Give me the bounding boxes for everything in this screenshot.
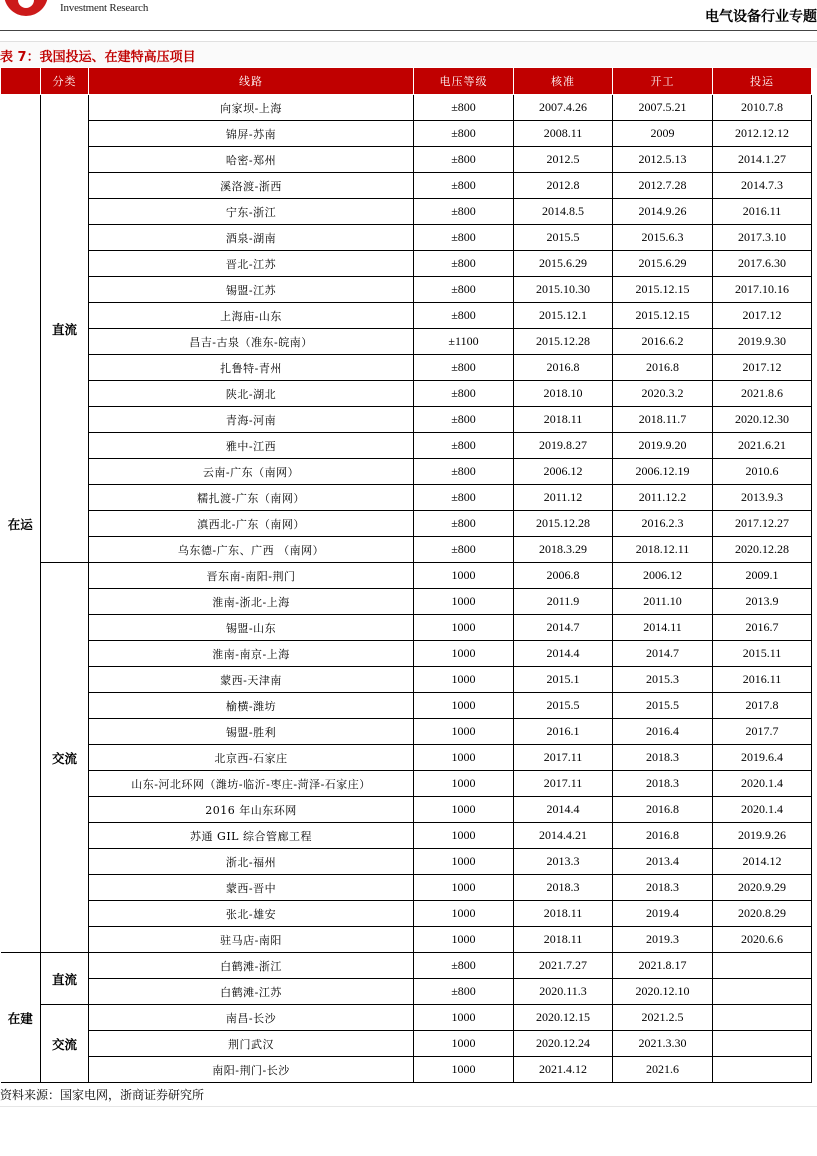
approval-date-cell: 2014.4 <box>514 797 613 823</box>
start-date-cell: 2016.8 <box>613 823 713 849</box>
start-date-cell: 2015.3 <box>613 667 713 693</box>
start-date-cell: 2015.6.3 <box>613 225 713 251</box>
route-cell: 荆门武汉 <box>89 1031 414 1057</box>
header-cell: 电压等级 <box>414 68 514 95</box>
start-date-cell: 2016.2.3 <box>613 511 713 537</box>
approval-date-cell: 2014.4.21 <box>514 823 613 849</box>
operation-date-cell: 2019.9.30 <box>713 329 812 355</box>
route-cell: 扎鲁特-青州 <box>89 355 414 381</box>
brand-text: Investment Research <box>60 2 149 14</box>
route-cell: 青海-河南 <box>89 407 414 433</box>
operation-date-cell: 2017.12 <box>713 303 812 329</box>
start-date-cell: 2009 <box>613 121 713 147</box>
route-cell: 糯扎渡-广东（南网） <box>89 485 414 511</box>
start-date-cell: 2015.6.29 <box>613 251 713 277</box>
table-row <box>1 901 812 927</box>
voltage-cell: ±800 <box>414 485 514 511</box>
start-date-cell: 2019.9.20 <box>613 433 713 459</box>
approval-date-cell: 2021.4.12 <box>514 1057 613 1083</box>
projects-table <box>0 67 812 1083</box>
table-row <box>1 121 812 147</box>
table-row <box>1 1005 812 1031</box>
voltage-cell: 1000 <box>414 1005 514 1031</box>
header-cell: 投运 <box>713 68 812 95</box>
table-row <box>1 927 812 953</box>
voltage-cell: ±800 <box>414 355 514 381</box>
table-row <box>1 433 812 459</box>
start-date-cell: 2012.7.28 <box>613 173 713 199</box>
operation-date-cell: 2016.7 <box>713 615 812 641</box>
table-row <box>1 95 812 121</box>
approval-date-cell: 2014.8.5 <box>514 199 613 225</box>
table-row <box>1 797 812 823</box>
start-date-cell: 2016.4 <box>613 719 713 745</box>
voltage-cell: ±800 <box>414 953 514 979</box>
voltage-cell: 1000 <box>414 1031 514 1057</box>
approval-date-cell: 2006.12 <box>514 459 613 485</box>
group-label: 在运 <box>1 95 41 953</box>
route-cell: 白鹤滩-江苏 <box>89 979 414 1005</box>
operation-date-cell: 2020.12.28 <box>713 537 812 563</box>
voltage-cell: 1000 <box>414 615 514 641</box>
table-row <box>1 849 812 875</box>
voltage-cell: ±800 <box>414 225 514 251</box>
start-date-cell: 2019.4 <box>613 901 713 927</box>
voltage-cell: 1000 <box>414 823 514 849</box>
start-date-cell: 2021.3.30 <box>613 1031 713 1057</box>
route-cell: 白鹤滩-浙江 <box>89 953 414 979</box>
approval-date-cell: 2011.12 <box>514 485 613 511</box>
table-row <box>1 615 812 641</box>
voltage-cell: 1000 <box>414 927 514 953</box>
table-row <box>1 953 812 979</box>
start-date-cell: 2016.8 <box>613 797 713 823</box>
route-cell: 山东-河北环网（潍坊-临沂-枣庄-菏泽-石家庄） <box>89 771 414 797</box>
start-date-cell: 2014.9.26 <box>613 199 713 225</box>
header-cell <box>1 68 41 95</box>
start-date-cell: 2018.3 <box>613 771 713 797</box>
approval-date-cell: 2007.4.26 <box>514 95 613 121</box>
start-date-cell: 2020.12.10 <box>613 979 713 1005</box>
operation-date-cell: 2017.12 <box>713 355 812 381</box>
voltage-cell: ±800 <box>414 511 514 537</box>
approval-date-cell: 2015.10.30 <box>514 277 613 303</box>
subgroup-label: 直流 <box>41 95 89 563</box>
operation-date-cell: 2020.8.29 <box>713 901 812 927</box>
approval-date-cell: 2014.4 <box>514 641 613 667</box>
table-row <box>1 771 812 797</box>
voltage-cell: ±800 <box>414 199 514 225</box>
operation-date-cell <box>713 979 812 1005</box>
operation-date-cell <box>713 953 812 979</box>
approval-date-cell: 2013.3 <box>514 849 613 875</box>
route-cell: 晋东南-南阳-荆门 <box>89 563 414 589</box>
approval-date-cell: 2012.8 <box>514 173 613 199</box>
approval-date-cell: 2020.11.3 <box>514 979 613 1005</box>
table-row <box>1 329 812 355</box>
route-cell: 蒙西-晋中 <box>89 875 414 901</box>
subgroup-label: 交流 <box>41 563 89 953</box>
voltage-cell: ±800 <box>414 95 514 121</box>
start-date-cell: 2011.10 <box>613 589 713 615</box>
approval-date-cell: 2016.1 <box>514 719 613 745</box>
operation-date-cell: 2014.12 <box>713 849 812 875</box>
company-logo-icon <box>4 0 48 16</box>
route-cell: 向家坝-上海 <box>89 95 414 121</box>
operation-date-cell: 2017.8 <box>713 693 812 719</box>
table-row <box>1 693 812 719</box>
start-date-cell: 2018.12.11 <box>613 537 713 563</box>
route-cell: 雅中-江西 <box>89 433 414 459</box>
operation-date-cell: 2017.12.27 <box>713 511 812 537</box>
route-cell: 南阳-荆门-长沙 <box>89 1057 414 1083</box>
operation-date-cell: 2013.9 <box>713 589 812 615</box>
route-cell: 锦屏-苏南 <box>89 121 414 147</box>
voltage-cell: 1000 <box>414 849 514 875</box>
table-row <box>1 537 812 563</box>
approval-date-cell: 2006.8 <box>514 563 613 589</box>
start-date-cell: 2021.8.17 <box>613 953 713 979</box>
route-cell: 锡盟-江苏 <box>89 277 414 303</box>
table-row <box>1 381 812 407</box>
start-date-cell: 2015.12.15 <box>613 277 713 303</box>
voltage-cell: 1000 <box>414 1057 514 1083</box>
operation-date-cell: 2017.6.30 <box>713 251 812 277</box>
route-cell: 北京西-石家庄 <box>89 745 414 771</box>
voltage-cell: ±800 <box>414 433 514 459</box>
table-row <box>1 875 812 901</box>
operation-date-cell: 2020.6.6 <box>713 927 812 953</box>
start-date-cell: 2018.11.7 <box>613 407 713 433</box>
group-label: 在建 <box>1 953 41 1083</box>
route-cell: 2016 年山东环网 <box>89 797 414 823</box>
route-cell: 昌吉-古泉（准东-皖南） <box>89 329 414 355</box>
approval-date-cell: 2015.12.28 <box>514 329 613 355</box>
route-cell: 晋北-江苏 <box>89 251 414 277</box>
table-row <box>1 251 812 277</box>
operation-date-cell: 2015.11 <box>713 641 812 667</box>
route-cell: 陕北-湖北 <box>89 381 414 407</box>
operation-date-cell: 2020.9.29 <box>713 875 812 901</box>
footer-divider <box>0 1106 817 1107</box>
start-date-cell: 2021.6 <box>613 1057 713 1083</box>
voltage-cell: 1000 <box>414 771 514 797</box>
start-date-cell: 2016.8 <box>613 355 713 381</box>
start-date-cell: 2015.12.15 <box>613 303 713 329</box>
route-cell: 蒙西-天津南 <box>89 667 414 693</box>
voltage-cell: ±800 <box>414 147 514 173</box>
route-cell: 淮南-南京-上海 <box>89 641 414 667</box>
operation-date-cell: 2019.9.26 <box>713 823 812 849</box>
approval-date-cell: 2017.11 <box>514 745 613 771</box>
start-date-cell: 2014.11 <box>613 615 713 641</box>
voltage-cell: 1000 <box>414 745 514 771</box>
approval-date-cell: 2008.11 <box>514 121 613 147</box>
approval-date-cell: 2015.5 <box>514 693 613 719</box>
approval-date-cell: 2018.10 <box>514 381 613 407</box>
voltage-cell: ±800 <box>414 459 514 485</box>
approval-date-cell: 2017.11 <box>514 771 613 797</box>
voltage-cell: ±800 <box>414 121 514 147</box>
table-row <box>1 173 812 199</box>
approval-date-cell: 2016.8 <box>514 355 613 381</box>
approval-date-cell: 2015.5 <box>514 225 613 251</box>
route-cell: 苏通 GIL 综合管廊工程 <box>89 823 414 849</box>
route-cell: 上海庙-山东 <box>89 303 414 329</box>
route-cell: 锡盟-胜利 <box>89 719 414 745</box>
route-cell: 张北-雄安 <box>89 901 414 927</box>
operation-date-cell: 2014.7.3 <box>713 173 812 199</box>
table-row <box>1 407 812 433</box>
table-row <box>1 719 812 745</box>
operation-date-cell: 2016.11 <box>713 199 812 225</box>
operation-date-cell: 2010.7.8 <box>713 95 812 121</box>
voltage-cell: 1000 <box>414 719 514 745</box>
route-cell: 云南-广东（南网） <box>89 459 414 485</box>
table-row <box>1 147 812 173</box>
operation-date-cell: 2010.6 <box>713 459 812 485</box>
start-date-cell: 2006.12.19 <box>613 459 713 485</box>
operation-date-cell <box>713 1031 812 1057</box>
voltage-cell: ±1100 <box>414 329 514 355</box>
voltage-cell: ±800 <box>414 537 514 563</box>
approval-date-cell: 2011.9 <box>514 589 613 615</box>
approval-date-cell: 2015.6.29 <box>514 251 613 277</box>
approval-date-cell: 2021.7.27 <box>514 953 613 979</box>
table-row <box>1 641 812 667</box>
voltage-cell: ±800 <box>414 381 514 407</box>
start-date-cell: 2018.3 <box>613 745 713 771</box>
page-header <box>0 0 817 32</box>
start-date-cell: 2021.2.5 <box>613 1005 713 1031</box>
approval-date-cell: 2018.11 <box>514 901 613 927</box>
route-cell: 淮南-浙北-上海 <box>89 589 414 615</box>
table-row <box>1 303 812 329</box>
voltage-cell: 1000 <box>414 589 514 615</box>
source-note: 资料来源：国家电网，浙商证券研究所 <box>0 1088 205 1102</box>
start-date-cell: 2020.3.2 <box>613 381 713 407</box>
subgroup-label: 直流 <box>41 953 89 1005</box>
voltage-cell: 1000 <box>414 901 514 927</box>
operation-date-cell: 2016.11 <box>713 667 812 693</box>
operation-date-cell: 2017.10.16 <box>713 277 812 303</box>
table-row <box>1 1031 812 1057</box>
operation-date-cell: 2017.3.10 <box>713 225 812 251</box>
approval-date-cell: 2012.5 <box>514 147 613 173</box>
voltage-cell: ±800 <box>414 277 514 303</box>
operation-date-cell: 2013.9.3 <box>713 485 812 511</box>
voltage-cell: 1000 <box>414 875 514 901</box>
approval-date-cell: 2019.8.27 <box>514 433 613 459</box>
subgroup-label: 交流 <box>41 1005 89 1083</box>
table-row <box>1 667 812 693</box>
route-cell: 滇西北-广东（南网） <box>89 511 414 537</box>
start-date-cell: 2019.3 <box>613 927 713 953</box>
table-row <box>1 1057 812 1083</box>
start-date-cell: 2018.3 <box>613 875 713 901</box>
approval-date-cell: 2018.11 <box>514 407 613 433</box>
table-row <box>1 225 812 251</box>
operation-date-cell <box>713 1005 812 1031</box>
approval-date-cell: 2020.12.24 <box>514 1031 613 1057</box>
voltage-cell: ±800 <box>414 303 514 329</box>
operation-date-cell: 2009.1 <box>713 563 812 589</box>
operation-date-cell: 2020.1.4 <box>713 797 812 823</box>
operation-date-cell: 2017.7 <box>713 719 812 745</box>
table-row <box>1 823 812 849</box>
route-cell: 驻马店-南阳 <box>89 927 414 953</box>
approval-date-cell: 2018.3.29 <box>514 537 613 563</box>
start-date-cell: 2014.7 <box>613 641 713 667</box>
voltage-cell: ±800 <box>414 173 514 199</box>
route-cell: 宁东-浙江 <box>89 199 414 225</box>
table-row <box>1 277 812 303</box>
route-cell: 锡盟-山东 <box>89 615 414 641</box>
voltage-cell: 1000 <box>414 797 514 823</box>
approval-date-cell: 2020.12.15 <box>514 1005 613 1031</box>
start-date-cell: 2016.6.2 <box>613 329 713 355</box>
table-caption: 表 7：我国投运、在建特高压项目 <box>0 50 196 65</box>
route-cell: 乌东德-广东、广西 （南网） <box>89 537 414 563</box>
route-cell: 哈密-郑州 <box>89 147 414 173</box>
route-cell: 榆横-潍坊 <box>89 693 414 719</box>
table-row <box>1 459 812 485</box>
table-row <box>1 745 812 771</box>
start-date-cell: 2015.5 <box>613 693 713 719</box>
start-date-cell: 2013.4 <box>613 849 713 875</box>
header-cell: 线路 <box>89 68 414 95</box>
table-row <box>1 355 812 381</box>
header-cell: 分类 <box>41 68 89 95</box>
table-row <box>1 199 812 225</box>
operation-date-cell <box>713 1057 812 1083</box>
operation-date-cell: 2012.12.12 <box>713 121 812 147</box>
operation-date-cell: 2021.8.6 <box>713 381 812 407</box>
table-header-row <box>1 68 812 95</box>
report-category: 电气设备行业专题 <box>705 9 817 25</box>
voltage-cell: ±800 <box>414 407 514 433</box>
approval-date-cell: 2014.7 <box>514 615 613 641</box>
header-divider <box>0 30 817 31</box>
start-date-cell: 2012.5.13 <box>613 147 713 173</box>
table-row <box>1 511 812 537</box>
voltage-cell: 1000 <box>414 693 514 719</box>
header-cell: 开工 <box>613 68 713 95</box>
voltage-cell: ±800 <box>414 251 514 277</box>
route-cell: 浙北-福州 <box>89 849 414 875</box>
table-row <box>1 563 812 589</box>
table-body <box>1 95 812 1083</box>
operation-date-cell: 2014.1.27 <box>713 147 812 173</box>
table-row <box>1 589 812 615</box>
approval-date-cell: 2018.3 <box>514 875 613 901</box>
table-row <box>1 485 812 511</box>
start-date-cell: 2006.12 <box>613 563 713 589</box>
approval-date-cell: 2018.11 <box>514 927 613 953</box>
start-date-cell: 2011.12.2 <box>613 485 713 511</box>
operation-date-cell: 2019.6.4 <box>713 745 812 771</box>
header-cell: 核准 <box>514 68 613 95</box>
operation-date-cell: 2020.12.30 <box>713 407 812 433</box>
approval-date-cell: 2015.1 <box>514 667 613 693</box>
voltage-cell: ±800 <box>414 979 514 1005</box>
table-row <box>1 979 812 1005</box>
route-cell: 酒泉-湖南 <box>89 225 414 251</box>
voltage-cell: 1000 <box>414 667 514 693</box>
voltage-cell: 1000 <box>414 641 514 667</box>
route-cell: 溪洛渡-浙西 <box>89 173 414 199</box>
voltage-cell: 1000 <box>414 563 514 589</box>
route-cell: 南昌-长沙 <box>89 1005 414 1031</box>
operation-date-cell: 2021.6.21 <box>713 433 812 459</box>
start-date-cell: 2007.5.21 <box>613 95 713 121</box>
approval-date-cell: 2015.12.28 <box>514 511 613 537</box>
approval-date-cell: 2015.12.1 <box>514 303 613 329</box>
operation-date-cell: 2020.1.4 <box>713 771 812 797</box>
